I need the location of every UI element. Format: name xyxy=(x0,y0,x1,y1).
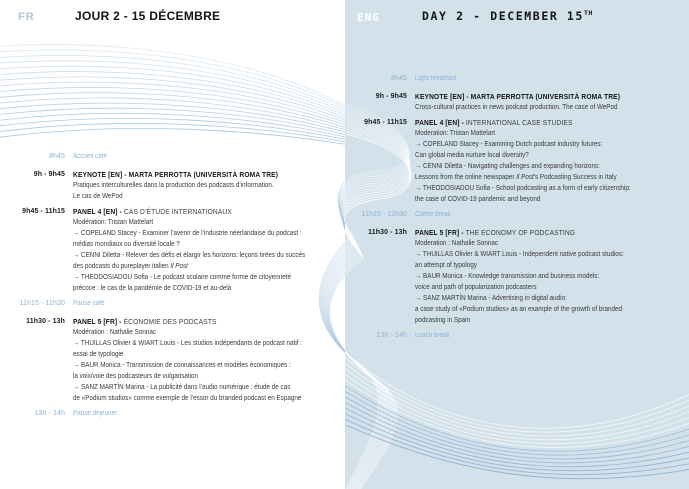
schedule-row xyxy=(345,91,689,113)
schedule-row xyxy=(345,117,689,205)
schedule-row xyxy=(0,298,345,309)
session-title-bold: PANEL 5 [FR] - xyxy=(73,317,122,326)
session-line: précoce : le cas de la pandémie de COVID-19 et au-delà xyxy=(73,285,232,292)
session-title-bold: PANEL 5 [FR] - xyxy=(415,228,464,237)
session-title xyxy=(73,316,318,327)
session-title-rest: CAS D’ÉTUDE INTERNATIONAUX xyxy=(121,207,232,216)
session-line: → THUILLAS Olivier & WIART Louis - Independent native podcast studios: xyxy=(415,251,624,258)
session-line: Cross-cultural practices in news podcast production. The case of WePod xyxy=(415,104,618,111)
session-line: → BAUR Monica - Transmission de connaissances et modèles économiques : xyxy=(73,362,291,369)
time-label: 11h15 - 11h30 xyxy=(19,300,65,307)
session-content xyxy=(415,91,662,113)
time-label: 8h45 xyxy=(49,153,65,160)
schedule-column-en xyxy=(345,72,689,348)
session-line: voice and path of popularization podcasters xyxy=(415,284,537,291)
session-line: Can global media nurture local diversity? xyxy=(415,152,529,159)
schedule-row xyxy=(0,316,345,404)
day-title-eng xyxy=(422,9,593,23)
session-title xyxy=(415,227,662,238)
language-label-eng: ENG xyxy=(357,11,380,24)
break-content xyxy=(415,209,662,220)
schedule-column-fr xyxy=(0,150,345,426)
break-content xyxy=(73,151,318,162)
session-content xyxy=(73,316,318,404)
session-line: a case study of «Podium studios» as an example of the growth of branded xyxy=(415,306,622,313)
break-label: Coffee break xyxy=(415,211,451,218)
time-label: 13h - 14h xyxy=(376,332,407,339)
session-line: → THEODOSIADOU Sofia - Le podcast scolaire comme forme de citoyenneté xyxy=(73,274,292,281)
session-line: essai de typologie xyxy=(73,351,124,358)
session-line: the case of COVID-19 pandemic and beyond xyxy=(415,196,541,203)
session-line: des podcasts du pureplayer italien Il Post xyxy=(73,263,188,270)
time-label: 8h45 xyxy=(391,75,407,82)
session-title xyxy=(415,91,662,102)
session-title-bold: KEYNOTE [EN] - MARTA PERROTTA (UNIVERSITÀ ROMA TRE) xyxy=(415,92,621,101)
session-content xyxy=(415,227,662,326)
session-line: → CENNI Diletta - Navigating challenges and expanding horizons: xyxy=(415,163,600,170)
day-title-fr: JOUR 2 - 15 DÉCEMBRE xyxy=(75,9,221,23)
day-title-eng-text: DAY 2 - DECEMBER 15 xyxy=(422,9,584,23)
session-title xyxy=(415,117,662,128)
session-line: la voix/voie des podcasteurs de vulgarisation xyxy=(73,373,199,380)
time-label: 9h45 - 11h15 xyxy=(364,119,407,126)
session-title-rest: ÉCONOMIE DES PODCASTS xyxy=(121,317,217,326)
session-line: de «Podium studios» comme exemple de l’essor du branded podcast en Espagne xyxy=(73,395,302,402)
session-line: → SANZ MARTÍN Marina - Advertising in digital audio: xyxy=(415,295,567,302)
session-line: → SANZ MARTÍN Marina - La publicité dans l’audio numérique : étude de cas xyxy=(73,384,291,391)
session-content xyxy=(73,206,318,294)
time-label: 9h - 9h45 xyxy=(375,93,407,100)
break-content xyxy=(73,298,318,309)
break-label: Pause déjeuner xyxy=(73,410,118,417)
session-content xyxy=(415,117,662,205)
session-line: an attempt of typology xyxy=(415,262,478,269)
session-content xyxy=(73,169,318,202)
session-title-rest: INTERNATIONAL CASE STUDIES xyxy=(463,118,573,127)
session-title xyxy=(73,169,318,180)
time-label: 11h30 - 13h xyxy=(368,229,407,236)
session-title-bold: PANEL 4 [EN] - xyxy=(415,118,464,127)
session-line: → BAUR Monica - Knowledge transmission and business models: xyxy=(415,273,600,280)
time-label: 9h - 9h45 xyxy=(33,171,65,178)
schedule-row xyxy=(0,169,345,202)
session-line: podcasting in Spain xyxy=(415,317,470,324)
schedule-row xyxy=(345,330,689,341)
schedule-row xyxy=(345,227,689,326)
session-line: Modération: Tristan Mattelart xyxy=(73,219,154,226)
session-line: → CENNI Diletta - Relever des défis et élargir les horizons: leçons tirées du succès xyxy=(73,252,306,259)
session-title-bold: PANEL 4 [EN] - xyxy=(73,207,122,216)
session-line: → COPELAND Stacey - Examiner l’avenir de l’industrie néerlandaise du podcast : xyxy=(73,230,302,237)
break-content xyxy=(415,330,662,341)
schedule-row xyxy=(345,209,689,220)
day-title-eng-ordinal: TH xyxy=(583,9,593,18)
session-line: Lessons from the online newspaper Il Post’s Podcasting Success in Italy xyxy=(415,174,617,181)
break-label: Lunch break xyxy=(415,332,450,339)
break-content xyxy=(415,73,662,84)
time-label: 9h45 - 11h15 xyxy=(22,208,65,215)
session-line: médias mondiaux ou diversité locale ? xyxy=(73,241,180,248)
session-title xyxy=(73,206,318,217)
time-label: 11h15 - 11h30 xyxy=(361,211,407,218)
session-title-rest: THE ECONOMY OF PODCASTING xyxy=(463,228,576,237)
session-line: → COPELAND Stacey - Examining Dutch podcast industry futures: xyxy=(415,141,603,148)
language-label-fr: FR xyxy=(18,11,35,23)
break-content xyxy=(73,408,318,419)
schedule-row xyxy=(0,408,345,419)
schedule-row xyxy=(0,151,345,162)
break-label: Pause café xyxy=(73,300,105,307)
session-line: Le cas de WePod xyxy=(73,193,123,200)
session-line: Moderation: Tristan Mattelart xyxy=(415,130,496,137)
session-line: → THUILLAS Olivier & WIART Louis - Les studios indépendants de podcast natif : xyxy=(73,340,303,347)
session-title-bold: KEYNOTE [EN] - MARTA PERROTTA (UNIVERSITÀ ROMA TRE) xyxy=(73,170,279,179)
schedule-row xyxy=(0,206,345,294)
time-label: 11h30 - 13h xyxy=(26,318,65,325)
session-line: → THEODOSIADOU Sofia - School podcasting as a form of early citizenship: xyxy=(415,185,631,192)
session-line: Modération : Nathalie Sonnac xyxy=(73,329,157,336)
session-line: Pratiques interculturelles dans la production des podcasts d’information. xyxy=(73,182,274,189)
session-line: Moderation : Nathalie Sonnac xyxy=(415,240,499,247)
break-label: Light breakfast xyxy=(415,75,457,82)
break-label: Accueil café xyxy=(73,153,107,160)
time-label: 13h - 14h xyxy=(34,410,65,417)
schedule-row xyxy=(345,73,689,84)
